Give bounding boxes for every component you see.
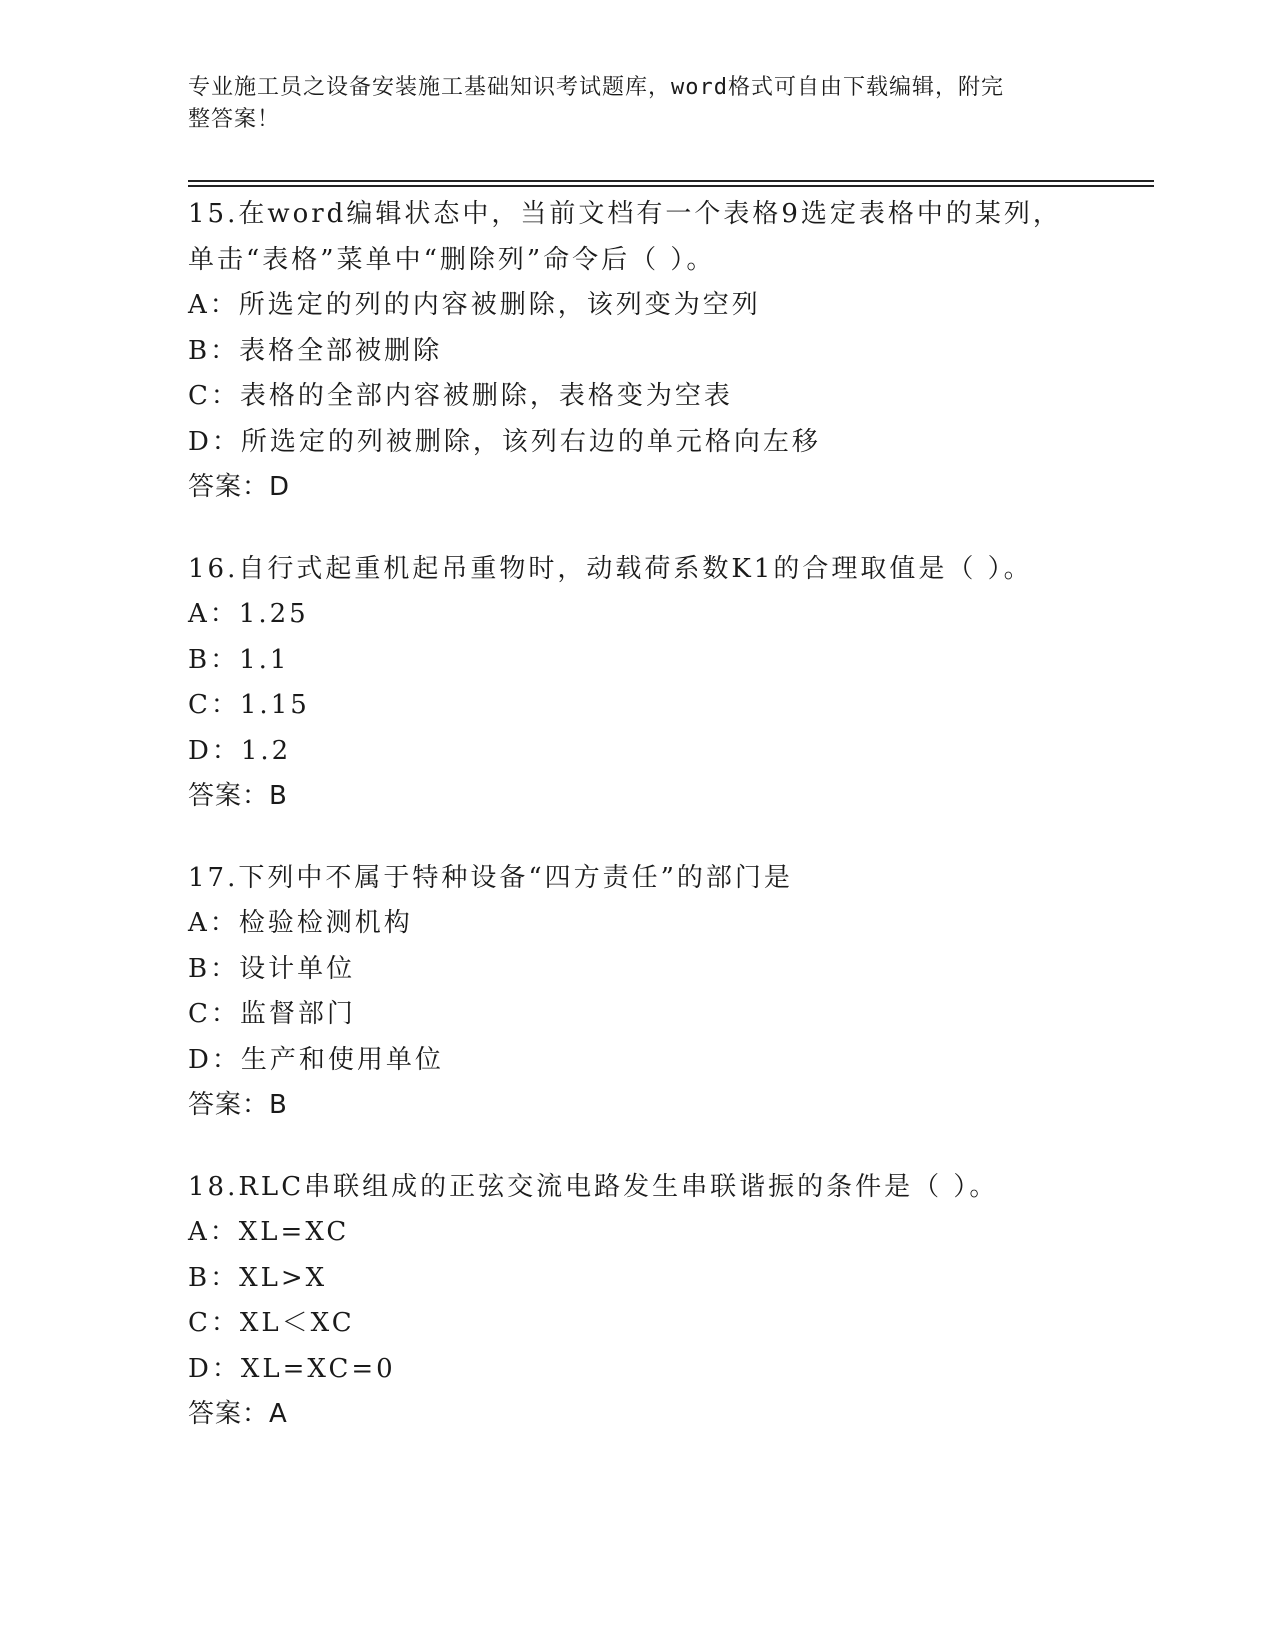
header-line-1: 专业施工员之设备安装施工基础知识考试题库，word格式可自由下载编辑，附完 bbox=[188, 75, 1004, 100]
question-stem: 单击“表格”菜单中“删除列”命令后（ ）。 bbox=[188, 244, 716, 275]
option-a: A：XL=XC bbox=[188, 1217, 350, 1247]
option-c: C：1.15 bbox=[188, 690, 310, 720]
question-stem: 18.RLC串联组成的正弦交流电路发生串联谐振的条件是（ ）。 bbox=[188, 1171, 999, 1202]
option-d: D：所选定的列被删除，该列右边的单元格向左移 bbox=[188, 426, 821, 457]
question-18 bbox=[188, 1165, 1088, 1438]
option-d: D：1.2 bbox=[188, 735, 292, 766]
option-c: C：表格的全部内容被删除，表格变为空表 bbox=[188, 381, 733, 411]
option-b: B：1.1 bbox=[188, 644, 290, 675]
option-a: A：所选定的列的内容被删除，该列变为空列 bbox=[188, 290, 761, 320]
header-divider-bottom bbox=[188, 185, 1154, 187]
header-divider-top bbox=[188, 180, 1154, 182]
question-stem: 16.自行式起重机起吊重物时，动载荷系数K1的合理取值是（ ）。 bbox=[188, 553, 1033, 584]
option-d: D：生产和使用单位 bbox=[188, 1044, 444, 1075]
question-list bbox=[188, 192, 1088, 1474]
option-b: B：XL>X bbox=[188, 1262, 328, 1293]
answer-line: 答案：A bbox=[188, 1399, 288, 1429]
option-c: C：监督部门 bbox=[188, 999, 356, 1029]
option-a: A：检验检测机构 bbox=[188, 908, 413, 938]
question-16 bbox=[188, 547, 1088, 820]
answer-line: 答案：B bbox=[188, 781, 288, 811]
question-stem: 17.下列中不属于特种设备“四方责任”的部门是 bbox=[188, 862, 793, 893]
option-c: C：XL＜XC bbox=[188, 1308, 355, 1338]
question-stem: 15.在word编辑状态中，当前文档有一个表格9选定表格中的某列， bbox=[188, 199, 1062, 229]
option-b: B：表格全部被删除 bbox=[188, 335, 443, 366]
option-d: D：XL=XC=0 bbox=[188, 1353, 396, 1384]
option-a: A：1.25 bbox=[188, 599, 309, 629]
question-17 bbox=[188, 856, 1088, 1129]
answer-line: 答案：B bbox=[188, 1090, 288, 1120]
question-15 bbox=[188, 192, 1088, 511]
option-b: B：设计单位 bbox=[188, 953, 356, 984]
answer-line: 答案：D bbox=[188, 472, 291, 502]
header-line-2: 整答案！ bbox=[188, 107, 281, 132]
document-header bbox=[188, 72, 1068, 136]
